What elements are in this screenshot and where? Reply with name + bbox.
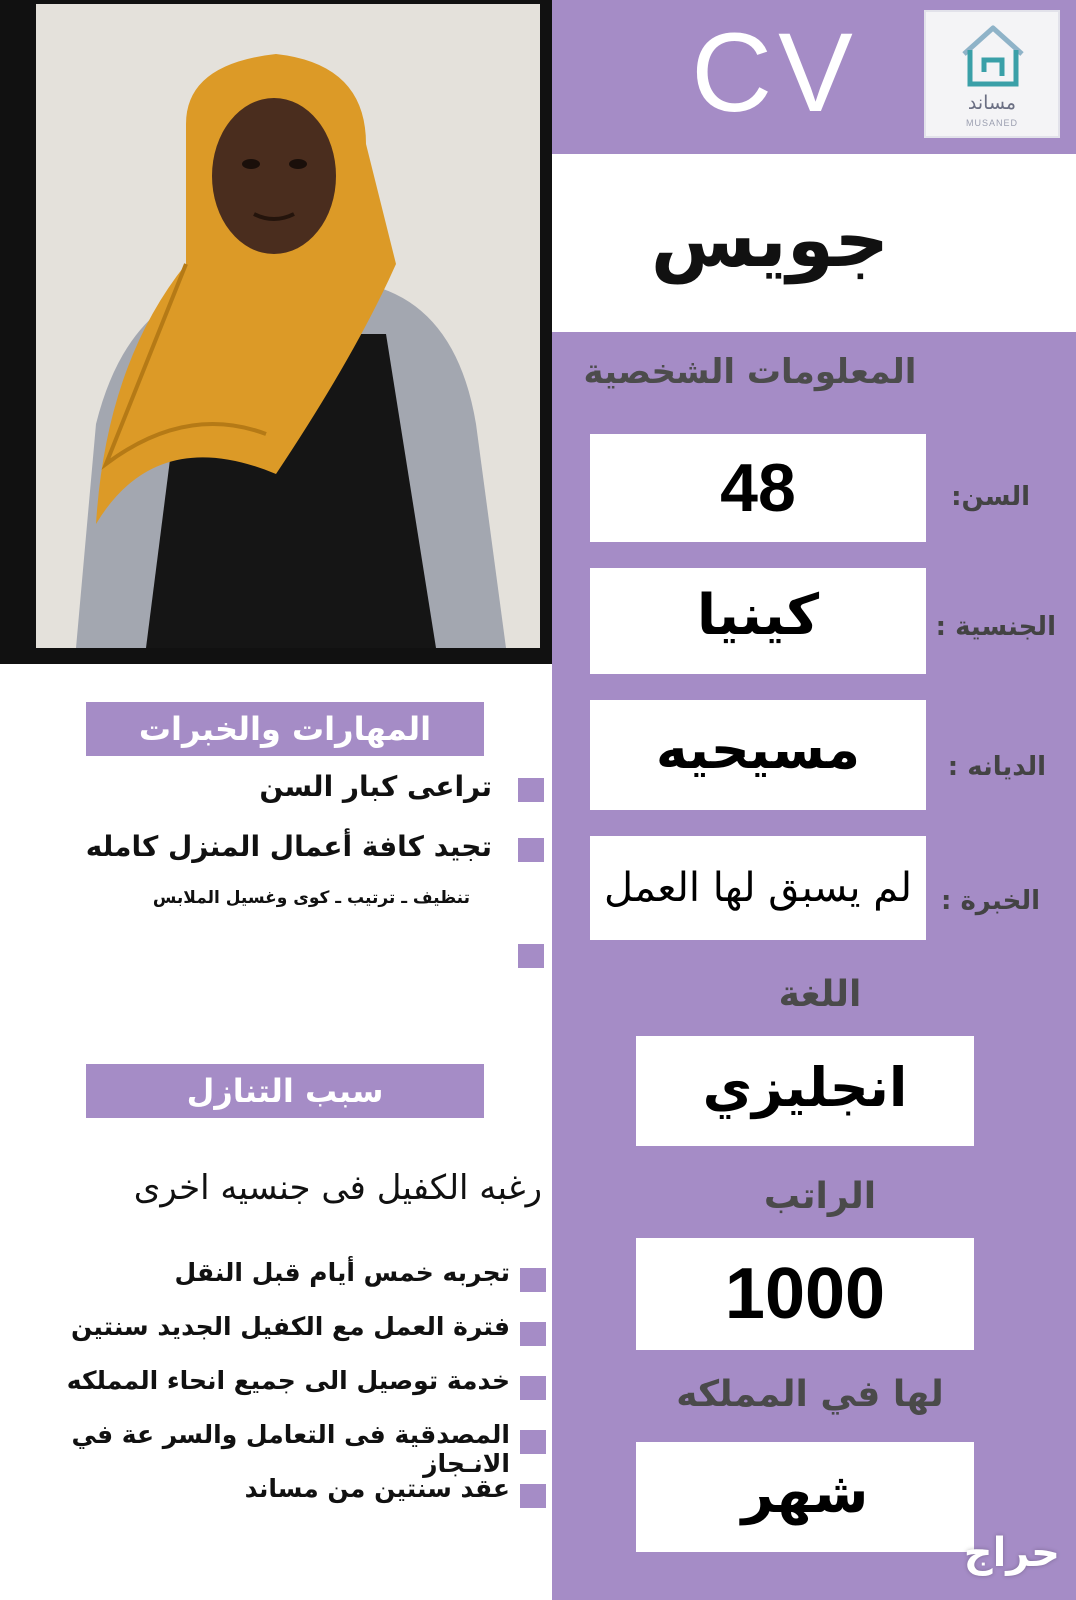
bullet-square-icon — [518, 944, 544, 968]
experience-value: لم يسبق لها العمل — [590, 836, 926, 940]
bullet-square-icon — [520, 1376, 546, 1400]
skills-heading: المهارات والخبرات — [86, 702, 484, 756]
portrait-photo — [36, 4, 540, 648]
bullet-square-icon — [520, 1430, 546, 1454]
cv-title: CV — [691, 10, 859, 135]
benefit-item: عقد سنتين من مساند — [244, 1474, 510, 1503]
logo-text-arabic: مساند — [967, 92, 1017, 114]
benefit-item: فترة العمل مع الكفيل الجديد سنتين — [70, 1312, 510, 1341]
bullet-square-icon — [520, 1268, 546, 1292]
in-kingdom-value: شهر — [636, 1442, 974, 1552]
salary-value: 1000 — [636, 1238, 974, 1350]
experience-label: الخبرة : — [941, 886, 1040, 916]
skill-sub-note: تنظيف ـ ترتيب ـ كوى وغسيل الملابس — [152, 888, 470, 908]
language-value: انجليزي — [636, 1036, 974, 1146]
transfer-reason-heading: سبب التنازل — [86, 1064, 484, 1118]
religion-value: مسيحيه — [590, 700, 926, 810]
age-label: السن: — [951, 482, 1030, 512]
salary-heading: الراتب — [763, 1176, 877, 1217]
benefit-item: تجربه خمس أيام قبل النقل — [174, 1258, 510, 1287]
in-kingdom-heading: لها في المملكه — [676, 1374, 944, 1415]
musaned-logo — [924, 10, 1060, 138]
nationality-label: الجنسية : — [935, 612, 1056, 642]
bullet-square-icon — [520, 1484, 546, 1508]
bullet-square-icon — [518, 778, 544, 802]
nationality-value: كينيا — [590, 568, 926, 674]
haraj-watermark: حراج — [963, 1530, 1060, 1576]
logo-text-english: MUSANED — [965, 118, 1018, 128]
transfer-reason: رغبه الكفيل فى جنسيه اخرى — [133, 1168, 542, 1208]
personal-info-heading: المعلومات الشخصية — [583, 352, 917, 392]
skill-item: تجيد كافة أعمال المنزل كامله — [85, 830, 492, 863]
photo-frame — [0, 0, 552, 664]
bullet-square-icon — [520, 1322, 546, 1346]
benefit-item: خدمة توصيل الى جميع انحاء المملكه — [66, 1366, 510, 1395]
benefit-item: المصدقية فى التعامل والسر عة في الانـجاز — [71, 1420, 510, 1478]
house-logo-icon — [954, 20, 1032, 92]
age-value: 48 — [590, 434, 926, 542]
worker-name: جويس — [650, 195, 890, 284]
religion-label: الديانه : — [947, 752, 1046, 782]
language-heading: اللغة — [778, 974, 862, 1015]
skill-item: تراعى كبار السن — [259, 770, 492, 803]
bullet-square-icon — [518, 838, 544, 862]
